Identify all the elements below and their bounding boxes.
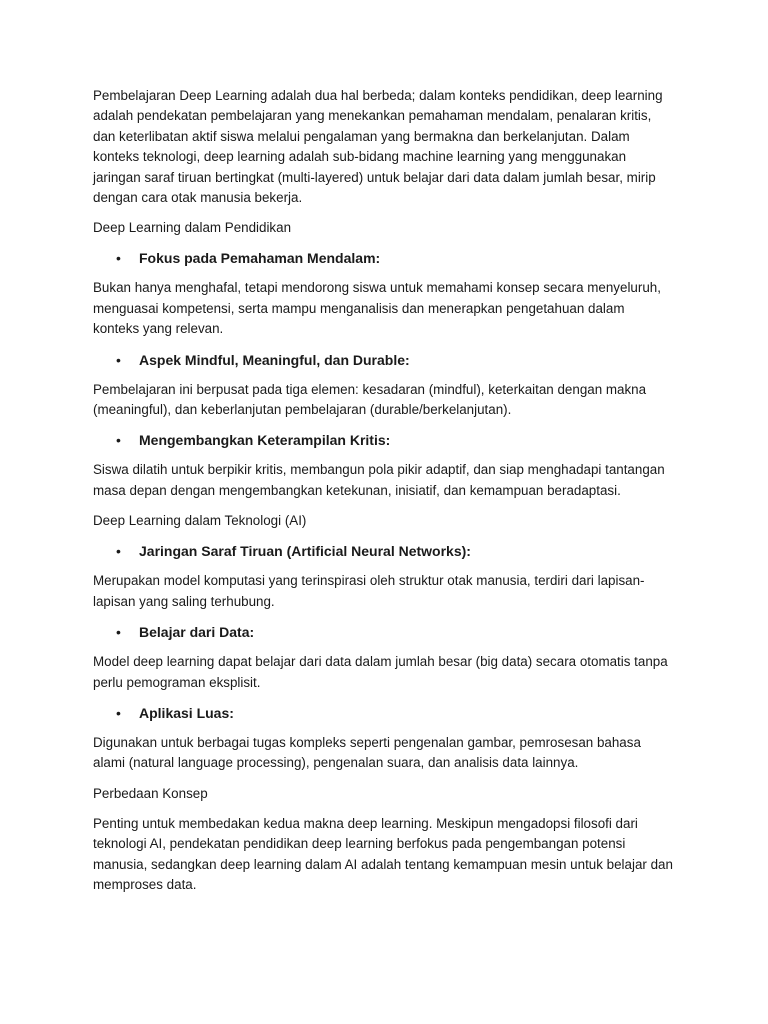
bullet-icon: • <box>116 543 121 560</box>
section-heading-teknologi: Deep Learning dalam Teknologi (AI) <box>93 513 307 529</box>
bullet-icon: • <box>116 624 121 641</box>
bullet-item <box>93 703 673 723</box>
bullet-label: Mengembangkan Keterampilan Kritis: <box>139 432 391 449</box>
bullet-icon: • <box>116 704 121 721</box>
intro-paragraph: Pembelajaran Deep Learning adalah dua hal berbeda; dalam konteks pendidikan, deep learning adalah pendekatan pembelajaran yang menekankan pemahaman mendalam, penalaran kritis, dan keterlibatan aktif siswa melalui pengalaman yang bermakna dan berkelanjutan. Dalam konteks teknologi, deep learning adalah sub-bidang machine learning yang menggunakan jaringan saraf tiruan bertingkat (multi-layered) untuk belajar dari data dalam jumlah besar, mirip dengan cara otak manusia bekerja. <box>93 88 663 206</box>
body-paragraph: Pembelajaran ini berpusat pada tiga elemen: kesadaran (mindful), keterkaitan dengan makna (meaningful), dan keberlanjutan pembelajaran (durable/berkelanjutan). <box>93 381 647 418</box>
bullet-icon: • <box>116 250 121 267</box>
bullet-icon: • <box>116 351 121 368</box>
bullet-item <box>93 350 673 370</box>
body-paragraph: Model deep learning dapat belajar dari data dalam jumlah besar (big data) secara otomatis tanpa perlu pemograman eksplisit. <box>93 654 668 690</box>
bullet-label: Aplikasi Luas: <box>139 704 234 721</box>
bullet-label: Fokus pada Pemahaman Mendalam: <box>139 250 381 267</box>
document-body <box>93 86 673 905</box>
section-heading-perbedaan: Perbedaan Konsep <box>93 785 208 801</box>
body-paragraph: Merupakan model komputasi yang terinspirasi oleh struktur otak manusia, terdiri dari lapisan-lapisan yang saling terhubung. <box>93 573 645 609</box>
bullet-item <box>93 541 673 561</box>
closing-paragraph: Penting untuk membedakan kedua makna deep learning. Meskipun mengadopsi filosofi dari teknologi AI, pendekatan pendidikan deep learning berfokus pada pengembangan potensi manusia, sedangkan deep learning dalam AI adalah tentang kemampuan mesin untuk belajar dan memproses data. <box>93 815 673 892</box>
bullet-label: Jaringan Saraf Tiruan (Artificial Neural Networks): <box>139 543 471 560</box>
bullet-item <box>93 622 673 642</box>
bullet-item <box>93 248 673 268</box>
body-paragraph: Bukan hanya menghafal, tetapi mendorong siswa untuk memahami konsep secara menyeluruh, menguasai kompetensi, serta mampu menganalisis dan menerapkan pengetahuan dalam konteks yang relevan. <box>93 280 661 337</box>
bullet-label: Belajar dari Data: <box>139 624 255 641</box>
bullet-item <box>93 430 673 450</box>
body-paragraph: Digunakan untuk berbagai tugas kompleks seperti pengenalan gambar, pemrosesan bahasa alami (natural language processing), pengenalan suara, dan analisis data lainnya. <box>93 734 641 771</box>
body-paragraph: Siswa dilatih untuk berpikir kritis, membangun pola pikir adaptif, dan siap menghadapi tantangan masa depan dengan mengembangkan ketekunan, inisiatif, dan kemampuan beradaptasi. <box>93 462 665 498</box>
bullet-icon: • <box>116 432 121 449</box>
section-heading-pendidikan: Deep Learning dalam Pendidikan <box>93 220 292 236</box>
bullet-label: Aspek Mindful, Meaningful, dan Durable: <box>139 351 410 368</box>
